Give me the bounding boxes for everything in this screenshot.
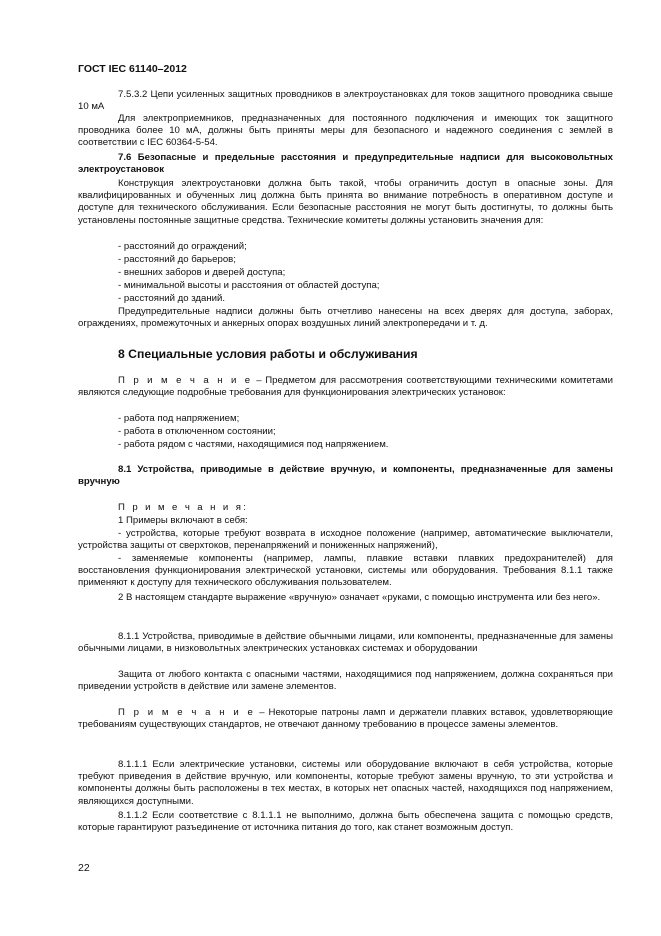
list-item: - минимальной высоты и расстояния от областей доступа; — [118, 280, 380, 291]
paragraph-7-5-3-2-body: Для электроприемников, предназначенных для постоянного подключения и имеющих ток защитного проводника более 10 мА, должны быть приняты меры для безопасного и надежного соединения с землей в соответствии с IEC 60364-5-54. — [78, 113, 613, 149]
notes-label: П р и м е ч а н и я: — [118, 502, 249, 513]
list-item: - работа в отключенном состоянии; — [118, 426, 276, 437]
paragraph-warning-signs: Предупредительные надписи должны быть отчетливо нанесены на всех дверях для доступа, заборах, ограждениях, промежуточных и анкерных опорах воздушных линий электропередачи и т. д. — [78, 306, 613, 330]
note-2: 2 В настоящем стандарте выражение «вручную» означает «руками, с помощью инструмента или без него». — [118, 592, 601, 603]
paragraph-8-1-1-2: 8.1.1.2 Если соответствие с 8.1.1.1 не выполнимо, должна быть обеспечена защита с помощью средств, которые гарантируют разъединение от источника питания до того, как станет возможным доступ. — [78, 810, 613, 834]
page-number: 22 — [78, 862, 90, 874]
note-8-1-1 — [78, 707, 613, 731]
note-label: П р и м е ч а н и е — [118, 707, 256, 718]
list-item: - работа под напряжением; — [118, 413, 240, 424]
note-section-8 — [78, 375, 613, 399]
paragraph-8-1-1-1: 8.1.1.1 Если электрические установки, системы или оборудование включают в себя устройства, которые требуют приведения в действие вручную, или компоненты, которые требуют замены вручную, то эти устройства и компоненты должны быть расположены в тех местах, в которых нет опасных частей, находящихся под напряжением, являющихся доступными. — [78, 759, 613, 807]
list-item: - работа рядом с частями, находящимися под напряжением. — [118, 439, 389, 450]
paragraph-8-1-1-body: Защита от любого контакта с опасными частями, находящимися под напряжением, должна сохраняться при приведении устройств в действие или замене элементов. — [78, 669, 613, 693]
document-header: ГОСТ IEC 61140–2012 — [78, 63, 187, 75]
list-item: - внешних заборов и дверей доступа; — [118, 267, 286, 278]
section-heading-7-6: 7.6 Безопасные и предельные расстояния и предупредительные надписи для высоковольтных электроустановок — [78, 152, 613, 176]
note-1-item-a: - устройства, которые требуют возврата в исходное положение (например, автоматические выключатели, устройства защиты от сверхтоков, перенапряжений и пониженных напряжений), — [78, 528, 613, 552]
paragraph-7-5-3-2-title: 7.5.3.2 Цепи усиленных защитных проводников в электроустановках для токов защитного проводника свыше 10 мА — [78, 89, 613, 113]
note-label: П р и м е ч а н и е — [118, 375, 253, 386]
note-1: 1 Примеры включают в себя: — [118, 515, 248, 526]
paragraph-8-1-1-title: 8.1.1 Устройства, приводимые в действие обычными лицами, или компоненты, предназначенные для замены обычными лицами, в низковольтных электрических установках системах и оборудовании — [78, 631, 613, 655]
note-text: – Предметом для рассмотрения соответствующими техническими комитетами являются следующие подробные требования для функционирования электрических установок: — [78, 375, 614, 399]
list-item: - расстояний до зданий. — [118, 293, 226, 304]
list-item: - расстояний до ограждений; — [118, 241, 247, 252]
paragraph-7-6-body: Конструкция электроустановки должна быть такой, чтобы ограничить доступ в опасные зоны. Для квалифицированных и обученных лиц должна быть принята во внимание потребность в оперативном доступе и доступе для технического обслуживания. Если безопасные расстояния не могут быть достигнуты, то должны быть установлены постоянные защитные средства. Технические комитеты должны установить значения для: — [78, 178, 613, 226]
note-text: – Некоторые патроны ламп и держатели плавких вставок, удовлетворяющие требованиям существующих стандартов, не отвечают данному требованию в процессе замены элементов. — [78, 707, 613, 731]
note-1-item-b: - заменяемые компоненты (например, лампы, плавкие вставки плавких предохранителей) для восстановления функционирования электрической установки, системы или оборудования. Требования 8.1.1 также применяют к доступу для технического обслуживания пользователем. — [78, 553, 613, 589]
section-heading-8: 8 Специальные условия работы и обслуживания — [118, 347, 418, 361]
list-item: - расстояний до барьеров; — [118, 254, 236, 265]
section-heading-8-1: 8.1 Устройства, приводимые в действие вручную, и компоненты, предназначенные для замены вручную — [78, 464, 613, 488]
